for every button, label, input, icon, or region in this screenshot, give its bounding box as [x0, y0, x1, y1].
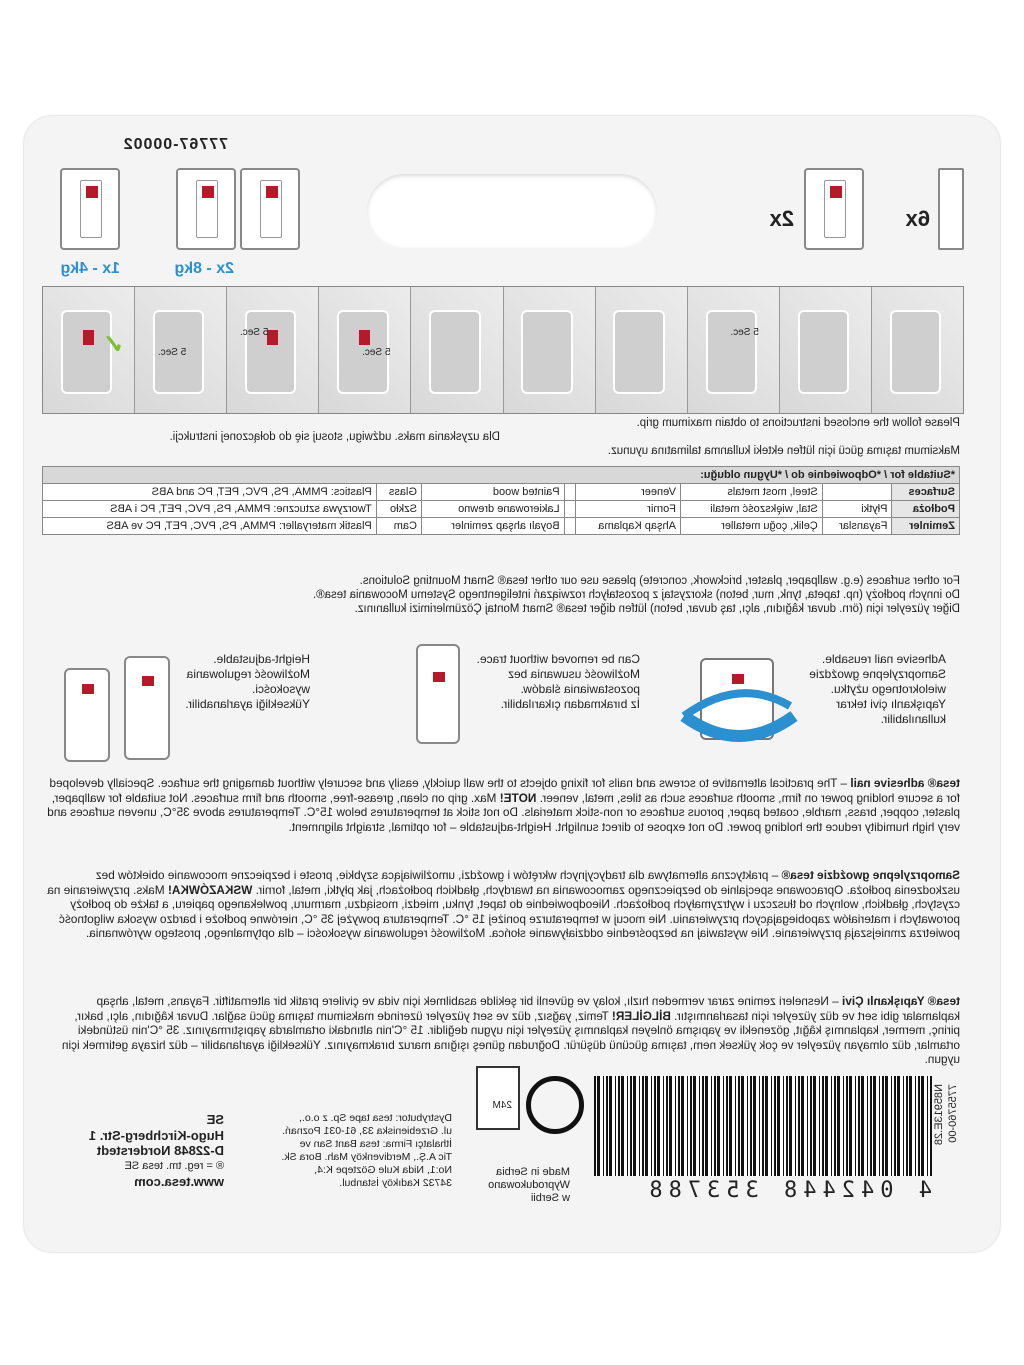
description-tr: tesa® Yapışkanlı Çivi – Nesneleri zemine zarar vermeden hızlı, kolay ve güvenli bir şekilde asabilmek için vida ve çivilere pratik bir alternatiftir. Fayans, metal, ahşap kaplamalar gibi sert ve düz yüzeyler için tasarlanmıştır. BİLGİLER! Temiz, yağsız, düz ve sert yüzeyler üzerinde maksimum taşıma gücü sağlar. Duvar kâğıdın, alçı, bakır, pirinç, mermer, kaplanmış kâğıt, gözenekli ve yapışma önleyen kaplanmış yüzeyler için uygun değildir. 15 °C'nin altındaki ortamlarda yapıştırmayınız. 35 °C'nin üstündeki ortamlar, düz olmayan yüzeyler ve çok yüksek nem, taşıma gücünü düşürür. Doğrudan güneş ışığına maruz bırakmayınız. Yüksekliği ayarlanabilir – düz hizaya getirmek için uygun. [61, 994, 960, 1067]
package-icon [240, 168, 300, 250]
barcode-number: 4 042448 353788 [643, 1178, 932, 1203]
step-time-label: 5 Sec. [730, 327, 759, 338]
table-title: *Suitable for / *Odpowiednie do / *Uygun olduğu: [43, 467, 960, 484]
strip-icon [804, 168, 864, 250]
feature-height-adjustable: Height-adjustable. Możliwość regulowania wysokości. Yüksekliği ayarlanabilir. [185, 652, 310, 711]
description-pl: Samoprzylepne gwoździe tesa® – praktyczna alternatywa dla tradycyjnych wkrętów i gwoździ, umożliwiająca szybkie, proste i bezpieczne mocowanie obiektów bez uszkodzenia podłoża. Opracowane specjalnie do bezpiecznego zamocowania na twardych, gładkich podłożach, jak płytki, metal, fornir. WSKAZÓWKA! Maks. przywieranie na czystych, gładkich, wolnych od tłuszczu i wytrzymałych podłożach. Nieodpowiednie do tapet, tynku, miedzi, mosiądzu, marmuru, powlekanego papieru, a także do podłoży porowatych i materiałów zapobiegających przywieraniu. Nie mocuj w temperaturze poniżej 15 °C. Temperatura powyżej 35 °C, nierówne podłoże i bardzo wysoka wilgotność powietrza zmniejszają przywieranie. Nie wystawiaj na bezpośrednie oddziaływanie słońca. Możliwość regulowania wysokości – dla optymalnego, prostego wyrównania. [47, 868, 960, 941]
step-10 [43, 287, 134, 413]
suitability-table [42, 466, 960, 535]
article-number: 77767-00002 [122, 136, 228, 153]
mirrored-print-area [24, 116, 1000, 1252]
step-7 [318, 287, 410, 413]
step-time-label: 5 Sec. [239, 327, 269, 338]
period-after-opening-icon: 24M [476, 1066, 520, 1130]
step-8 [226, 287, 318, 413]
package-icon [176, 168, 236, 250]
distributor-info: Dystrybutor: tesa tape Sp. z o.o., ul. Grzebieniska 33, 61-031 Poznań. İthalatçı Firma: tesa Bant San ve Tic A.Ş., Merdivenköy Mah. Bora Sk. No:1, Nida Kule Göztepe K:4, 34732 Kadıköy İstanbul. [281, 1112, 452, 1189]
nail-quantity: 6x [905, 206, 930, 231]
step-time-label: 5 Sec. [362, 347, 391, 358]
package-icon [60, 168, 120, 250]
step-5 [503, 287, 595, 413]
removable-illustration [416, 644, 460, 744]
barcode [594, 1076, 932, 1176]
strip-quantity: 2x [769, 206, 794, 231]
step-3 [687, 287, 779, 413]
table-row: Zeminler Fayanslar Çelik, çoğu metaller Ahşap Kaplama Boyalı ahşap zeminler Cam Plastik materyaller: PMMA, PS, PVC, PET, PC ve ABS [43, 518, 960, 535]
check-icon: ✓ [102, 329, 125, 359]
table-row: Surfaces Steel, most metals Veneer Painted wood Glass Plastics: PMMA, PS, PVC, PET, PC and ABS [43, 484, 960, 501]
height-adjust-illustration [124, 656, 170, 760]
made-in: Made in Serbia Wyprodukowano w Serbii [488, 1166, 570, 1204]
step-6 [410, 287, 502, 413]
table-row: Podłoża Płytki Stal, większość metali Fornir Lakierowane drewno Szkło Tworzywa sztuczne: PMMA, PS, PVC, PET, PC i ABS [43, 501, 960, 518]
instruction-note-tr: Maksimum taşıma gücü için lütfen ekteki kullanma talimatına uyunuz. [607, 445, 960, 457]
step-time-label: 5 Sec. [157, 347, 187, 358]
packaging-back-card [24, 116, 1000, 1252]
instruction-note-pl: Dla uzyskania maks. udźwigu, stosuj się do dołączonej instrukcji. [169, 431, 500, 443]
pack-weight-label: 1x - 4kg [60, 260, 120, 277]
height-adjust-illustration [64, 668, 110, 762]
instruction-note-en: Please follow the enclosed instructions to obtain maximum grip. [636, 417, 960, 429]
nail-icon [938, 168, 964, 250]
reuse-arrows-icon [674, 676, 804, 746]
step-4 [595, 287, 687, 413]
hang-hole [367, 174, 657, 248]
other-surfaces-note: For other surfaces (e.g. wallpaper, plaster, brickwork, concrete) please use our other tesa® Smart Mounting Solutions. Do innych podłoży (np. tapeta, tynk, mur, beton) skorzystaj z pozostałych rozwiązań inteligentnego Systemu Mocowania tesa®. Diğer yüzeyler için (örn. duvar kâğıdın, alçı, taş duvar, beton) lütfen diğer tesa® Smart Montaj Çözümlerimizi kullanınız. [312, 575, 960, 615]
recycle-icon [526, 1076, 584, 1134]
step-1 [871, 287, 963, 413]
feature-reusable: Adhesive nail reusable. Samoprzylepne gwoździe wielokrotnego użytku. Yapışkanlı çivi tekrar kullanılabilir. [809, 652, 946, 726]
description-en: tesa® adhesive nail – The practical alternative to screws and nails for fixing objects to the wall quickly, easily and securely without damaging the surface. Specially developed for a secure holding power on firm, smooth surfaces such as tiles, metal, veneer. NOTE! Max. grip on clean, grease-free, smooth and firm surfaces. Not suitable for wallpaper, plaster, copper, brass, marble, coated paper, porous surfaces or non-stick materials. Do not stick at temperatures below 15°C. Temperatures above 35°C, uneven surfaces and very high humidity reduce the holding power. Do not expose to direct sunlight. Height-adjustable – for optimal, straight alignment. [47, 776, 960, 834]
step-9 [134, 287, 226, 413]
step-2 [779, 287, 871, 413]
pack-weight-label: 2x - 8kg [174, 260, 234, 277]
instruction-steps [42, 286, 964, 414]
side-code: N85913E.28 7755760-00 [933, 1084, 959, 1146]
manufacturer-address: SE Hugo-Kirchberg-Str. 1 D-22848 Norderstedt ® = reg. tm. tesa SE www.tesa.com [88, 1112, 224, 1189]
feature-removable: Can be removed without trace. Możliwość usuwania bez pozostawiania śladów. İz bırakmadan çıkarılabilir. [476, 652, 640, 711]
